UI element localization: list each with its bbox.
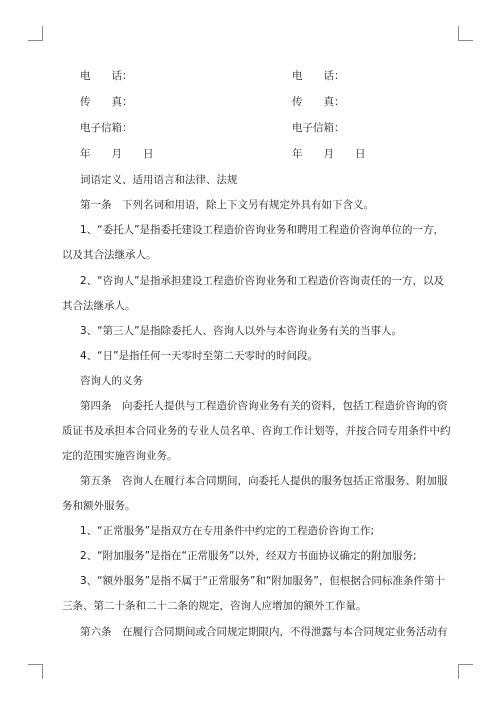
article-4-line-1: 第四条 向委托人提供与工程造价咨询业务有关的资料，包括工程造价咨询的资 bbox=[80, 400, 448, 412]
crop-mark-bottom-right bbox=[458, 664, 473, 679]
article-4-line-2: 质证书及承担本合同业务的专业人员名单、咨询工作计划等，并按合同专用条件中约 bbox=[62, 425, 451, 437]
article-4-line-3: 定的范围实施咨询业务。 bbox=[62, 450, 178, 462]
left-email-label: 电子信箱： bbox=[80, 122, 133, 134]
article-6-line-1: 第六条 在履行合同期间或合同规定期限内，不得泄露与本合同规定业务活动有 bbox=[80, 626, 448, 638]
section-heading-obligations: 咨询人的义务 bbox=[80, 375, 143, 387]
article-1: 第一条 下列名词和用语，除上下文另有规定外具有如下含义。 bbox=[80, 199, 374, 211]
left-fax-label: 传 真： bbox=[80, 96, 133, 108]
left-date-label: 年 月 日 bbox=[80, 148, 154, 160]
left-phone-label: 电 话： bbox=[80, 70, 133, 82]
definition-4: 4、“日”是指任何一天零时至第二天零时的时间段。 bbox=[80, 350, 319, 362]
right-phone-label: 电 话： bbox=[292, 70, 345, 82]
service-3-line-1: 3、“额外服务”是指不属于“正常服务”和“附加服务”，但根据合同标准条件第十 bbox=[80, 575, 445, 587]
definition-1-line-2: 以及其合法继承人。 bbox=[62, 249, 157, 261]
service-3-line-2: 三条、第二十条和二十二条的规定，咨询人应增加的额外工作量。 bbox=[62, 600, 367, 612]
article-5-line-2: 务和额外服务。 bbox=[62, 500, 136, 512]
crop-mark-bottom-left bbox=[28, 664, 43, 679]
right-email-label: 电子信箱： bbox=[292, 122, 345, 134]
definition-3: 3、“第三人”是指除委托人、咨询人以外与本咨询业务有关的当事人。 bbox=[80, 325, 403, 337]
crop-mark-top-right bbox=[458, 26, 473, 41]
right-fax-label: 传 真： bbox=[292, 96, 345, 108]
definition-2-line-1: 2、“咨询人”是指承担建设工程造价咨询业务和工程造价咨询责任的一方，以及 bbox=[80, 275, 445, 287]
right-date-label: 年 月 日 bbox=[292, 148, 366, 160]
service-2: 2、“附加服务”是指在“正常服务”以外，经双方书面协议确定的附加服务; bbox=[80, 550, 417, 562]
crop-mark-top-left bbox=[28, 26, 43, 41]
definition-2-line-2: 其合法继承人。 bbox=[62, 300, 136, 312]
section-heading-definitions: 词语定义、适用语言和法律、法规 bbox=[80, 174, 238, 186]
service-1: 1、“正常服务”是指双方在专用条件中约定的工程造价咨询工作; bbox=[80, 525, 375, 537]
article-5-line-1: 第五条 咨询人在履行本合同期间，向委托人提供的服务包括正常服务、附加服 bbox=[80, 475, 448, 487]
definition-1-line-1: 1、“委托人”是指委托建设工程造价咨询业务和聘用工程造价咨询单位的一方， bbox=[80, 224, 445, 236]
